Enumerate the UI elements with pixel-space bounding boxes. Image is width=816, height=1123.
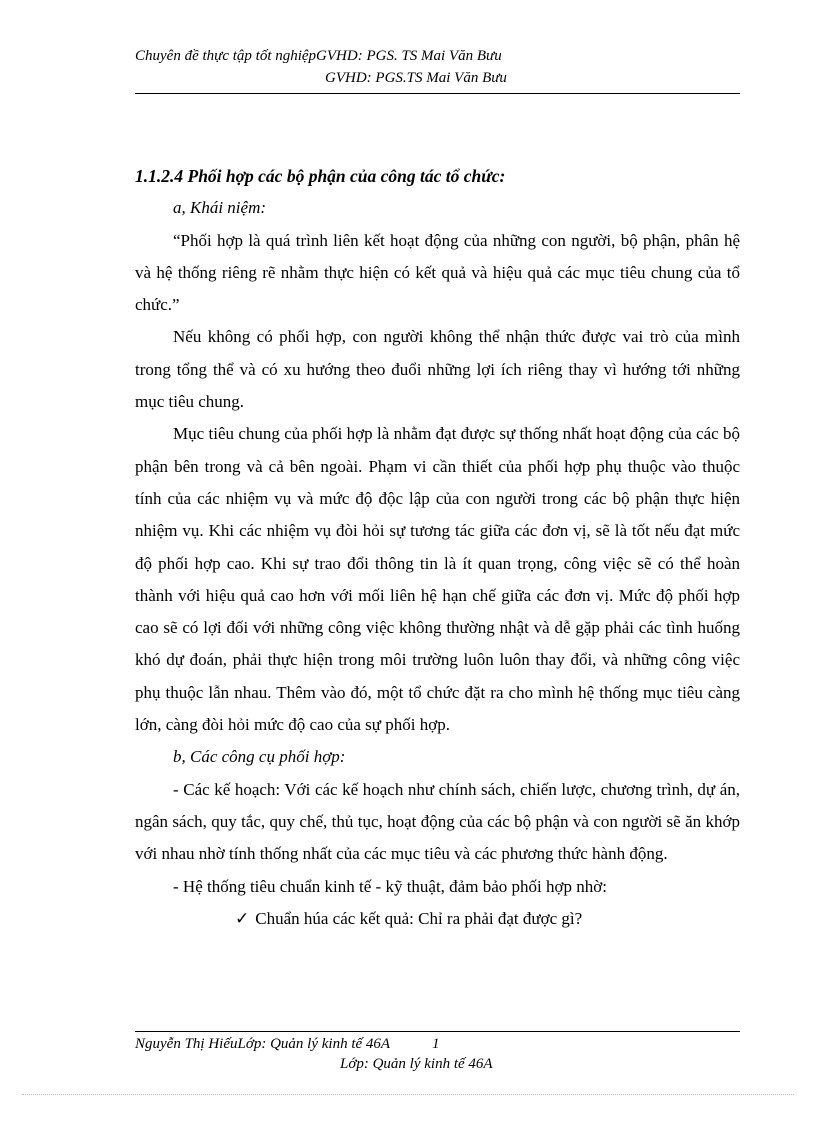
section-heading: 1.1.2.4 Phối hợp các bộ phận của công tác tổ chức:: [135, 166, 506, 186]
paragraph-standards: - Hệ thống tiêu chuẩn kinh tế - kỹ thuật, đảm bảo phối hợp nhờ:: [173, 876, 607, 896]
checklist-item: [135, 903, 740, 935]
footer-divider: [135, 1031, 740, 1032]
header-line-1: Chuyên đề thực tập tốt nghiệpGVHD: PGS. TS Mai Văn Bưu: [135, 48, 502, 64]
document-body: [135, 160, 740, 935]
page-footer: [135, 1036, 740, 1076]
header-divider: [135, 93, 740, 94]
paragraph-common-goal: Mục tiêu chung của phối hợp là nhằm đạt được sự thống nhất hoạt động của các bộ phận bên trong và cả bên ngoài. Phạm vi cần thiết của phối hợp phụ thuộc vào thuộc tính của các nhiệm vụ và mức độ độc lập của con người trong các bộ phận thực hiện nhiệm vụ. Khi các nhiệm vụ đòi hỏi sự tương tác giữa các đơn vị, sẽ là tốt nếu đạt mức độ phối hợp cao. Khi sự trao đổi thông tin là ít quan trọng, công việc sẽ có thể hoàn thành với hiệu quả cao hơn với mối liên hệ hạn chế giữa các đơn vị. Mức độ phối hợp cao sẽ có lợi đối với những công việc không thường nhật và dễ gặp phải các tình huống khó dự đoán, phải thực hiện trong môi trường luôn luôn thay đổi, và những công việc phụ thuộc lẫn nhau. Thêm vào đó, một tổ chức đặt ra cho mình hệ thống mục tiêu càng lớn, càng đòi hỏi mức độ cao của sự phối hợp.: [135, 424, 740, 735]
subheading-a: a, Khái niệm:: [173, 198, 267, 218]
paragraph-without-coordination: Nếu không có phối hợp, con người không thể nhận thức được vai trò của mình trong tổng thể và có xu hướng theo đuổi những lợi ích riêng thay vì hướng tới những mục tiêu chung.: [135, 327, 740, 412]
page-header: [135, 48, 740, 94]
page-number: 1: [432, 1036, 440, 1052]
checklist-item-text: Chuẩn húa các kết quả: Chỉ ra phải đạt được gì?: [255, 908, 583, 928]
paragraph-plans: - Các kế hoạch: Với các kế hoạch như chính sách, chiến lược, chương trình, dự án, ngân sách, quy tắc, quy chế, thủ tục, hoạt động của các bộ phận và con người sẽ ăn khớp với nhau nhờ tính thống nhất của các mục tiêu và các phương thức hành động.: [135, 779, 740, 864]
paragraph-definition: “Phối hợp là quá trình liên kết hoạt động của những con người, bộ phận, phân hệ và hệ thống riêng rẽ nhằm thực hiện có kết quả và hiệu quả các mục tiêu chung của tổ chức.”: [135, 230, 740, 315]
footer-line-1: Nguyễn Thị HiếuLớp: Quản lý kinh tế 46A: [135, 1036, 391, 1052]
check-icon: ✓: [235, 908, 250, 928]
footer-line-2: Lớp: Quản lý kinh tế 46A: [340, 1056, 493, 1072]
header-line-2: GVHD: PGS.TS Mai Văn Bưu: [325, 70, 507, 86]
subheading-b: b, Các công cụ phối hợp:: [173, 747, 346, 767]
page-bottom-border: [22, 1094, 794, 1095]
